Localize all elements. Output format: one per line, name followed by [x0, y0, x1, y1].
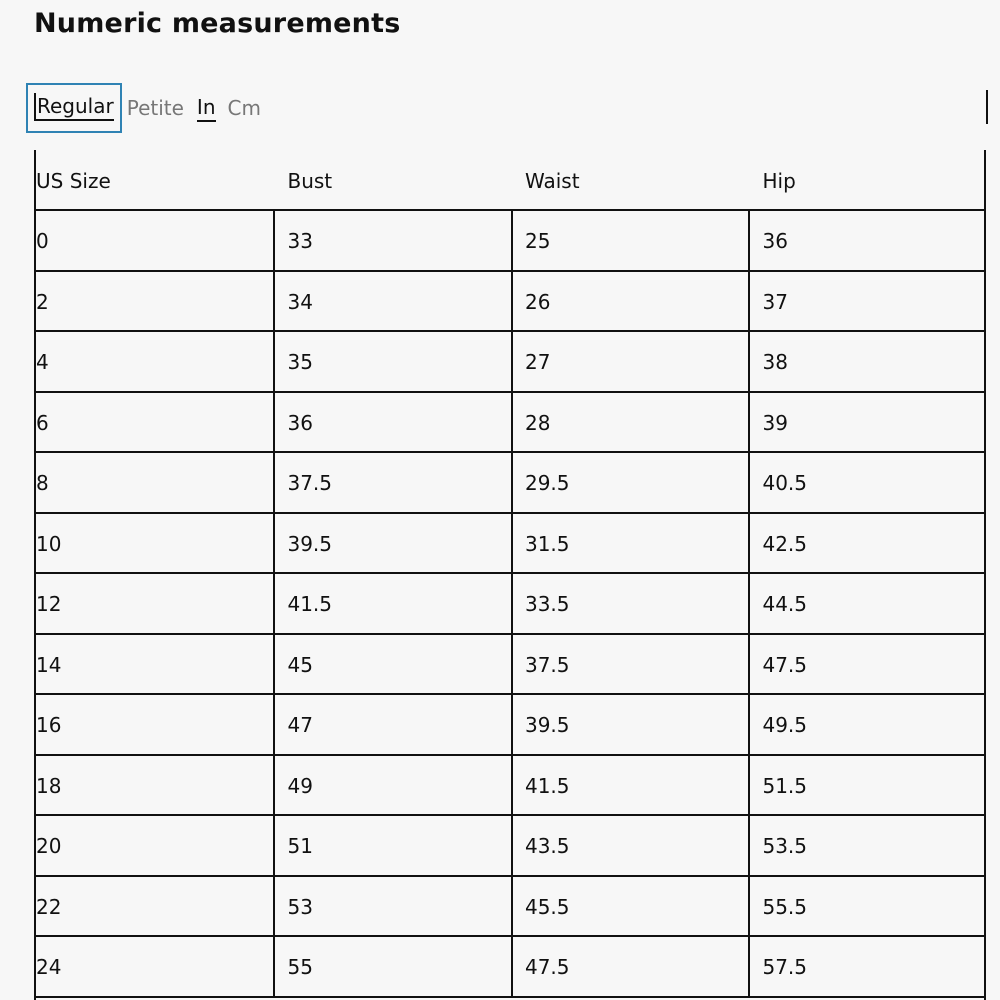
cell-us-size: 8 — [36, 471, 49, 496]
table-row — [36, 272, 984, 333]
header-hip: Hip — [762, 169, 796, 193]
cell-bust: 37.5 — [273, 453, 511, 512]
cell-us-size: 6 — [36, 410, 49, 435]
page-title: Numeric measurements — [34, 8, 401, 39]
cell-hip: 36 — [748, 211, 984, 270]
cell-hip: 37 — [748, 272, 984, 331]
cell-us-size: 24 — [36, 955, 62, 980]
cell-us-size: 22 — [36, 894, 62, 919]
table-row — [36, 574, 984, 635]
cell-us-size: 2 — [36, 289, 49, 314]
cell-hip: 42.5 — [748, 514, 984, 573]
cell-waist: 45.5 — [511, 877, 749, 936]
cell-hip: 57.5 — [748, 937, 984, 996]
fit-toggle-regular-label: Regular — [34, 93, 114, 121]
cell-hip: 53.5 — [748, 816, 984, 875]
fit-toggle-regular[interactable] — [26, 83, 122, 133]
cell-bust: 39.5 — [273, 514, 511, 573]
cell-bust: 33 — [273, 211, 511, 270]
cell-bust: 49 — [273, 756, 511, 815]
unit-toggle-inches[interactable] — [197, 95, 216, 121]
cell-waist: 47.5 — [511, 937, 749, 996]
cell-us-size: 4 — [36, 350, 49, 375]
cell-bust: 34 — [273, 272, 511, 331]
cell-waist: 27 — [511, 332, 749, 391]
cell-waist: 28 — [511, 393, 749, 452]
cell-bust: 51 — [273, 816, 511, 875]
cell-hip: 40.5 — [748, 453, 984, 512]
cell-bust: 55 — [273, 937, 511, 996]
table-row — [36, 937, 984, 998]
table-row — [36, 211, 984, 272]
header-us-size: US Size — [36, 169, 111, 193]
cell-hip: 44.5 — [748, 574, 984, 633]
cell-waist: 25 — [511, 211, 749, 270]
cell-waist: 39.5 — [511, 695, 749, 754]
cell-bust: 41.5 — [273, 574, 511, 633]
cell-us-size: 16 — [36, 713, 62, 738]
table-row — [36, 332, 984, 393]
cell-us-size: 10 — [36, 531, 62, 556]
cell-hip: 55.5 — [748, 877, 984, 936]
cell-us-size: 20 — [36, 834, 62, 859]
size-measurements-table — [34, 150, 986, 1000]
table-row — [36, 695, 984, 756]
cell-us-size: 12 — [36, 592, 62, 617]
cell-hip: 49.5 — [748, 695, 984, 754]
table-row — [36, 514, 984, 575]
cell-bust: 47 — [273, 695, 511, 754]
table-row — [36, 393, 984, 454]
header-bust: Bust — [287, 169, 333, 193]
cell-bust: 45 — [273, 635, 511, 694]
table-row — [36, 635, 984, 696]
table-header-row — [36, 150, 984, 211]
table-row — [36, 756, 984, 817]
cell-waist: 37.5 — [511, 635, 749, 694]
cell-us-size: 18 — [36, 773, 62, 798]
cell-waist: 26 — [511, 272, 749, 331]
text-cursor-indicator — [986, 90, 988, 124]
cell-hip: 38 — [748, 332, 984, 391]
cell-hip: 39 — [748, 393, 984, 452]
cell-waist: 33.5 — [511, 574, 749, 633]
fit-toggle-petite[interactable] — [127, 95, 184, 121]
cell-bust: 36 — [273, 393, 511, 452]
unit-toggle-inches-label: In — [197, 94, 216, 122]
cell-us-size: 14 — [36, 652, 62, 677]
cell-waist: 41.5 — [511, 756, 749, 815]
unit-toggle-centimeters-label: Cm — [227, 96, 261, 120]
table-row — [36, 816, 984, 877]
fit-toggle-petite-label: Petite — [126, 96, 184, 120]
table-row — [36, 453, 984, 514]
cell-waist: 43.5 — [511, 816, 749, 875]
cell-us-size: 0 — [36, 229, 49, 254]
unit-toggle-centimeters[interactable] — [228, 95, 261, 121]
cell-hip: 47.5 — [748, 635, 984, 694]
header-waist: Waist — [524, 169, 580, 193]
cell-waist: 29.5 — [511, 453, 749, 512]
table-row — [36, 877, 984, 938]
cell-hip: 51.5 — [748, 756, 984, 815]
cell-bust: 53 — [273, 877, 511, 936]
cell-bust: 35 — [273, 332, 511, 391]
measurement-toggles — [26, 82, 261, 134]
cell-waist: 31.5 — [511, 514, 749, 573]
